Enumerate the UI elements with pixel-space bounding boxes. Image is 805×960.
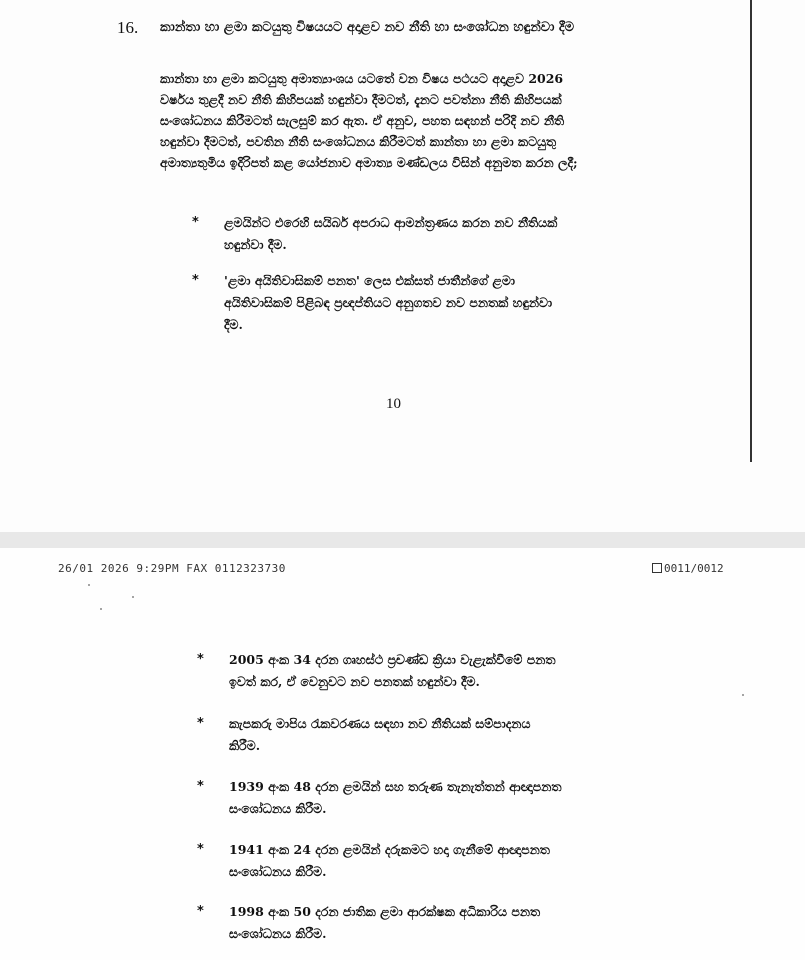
scan-speck bbox=[742, 694, 744, 696]
bullet-line: 2005 අංක 34 දරන ගෘහස්ථ ප්‍රචණ්ඩ ක්‍රියා වැළැක්වීමේ පනත bbox=[229, 652, 556, 667]
bullet-line: කිරීම. bbox=[229, 738, 261, 753]
scan-speck bbox=[88, 584, 90, 586]
bullet-line: අයිතිවාසිකම් පිළිබඳ ප්‍රඥප්තියට අනුගතව නව පනතක් හඳුන්වා bbox=[224, 295, 553, 310]
bullet-line: 1998 අංක 50 දරන ජාතික ළමා ආරක්ෂක අධිකාරිය පනත bbox=[229, 904, 541, 919]
bullet-line: 'ළමා අයිතිවාසිකම් පනත' ලෙස එක්සත් ජාතීන්ගේ ළමා bbox=[224, 273, 515, 288]
scan-speck bbox=[132, 596, 134, 598]
bullet-line: සංශෝධනය කිරීම. bbox=[229, 926, 327, 941]
bullet-star: * bbox=[197, 652, 204, 667]
paragraph-line: අමාත්‍යතුමිය ඉදිරිපත් කළ යෝජනාව අමාත්‍ය මණ්ඩලය විසින් අනුමත කරන ලදී; bbox=[160, 155, 578, 170]
bullet-line: සංශෝධනය කිරීම. bbox=[229, 864, 327, 879]
bullet-line: දීම. bbox=[224, 317, 243, 332]
bullet-line: කැපකරු මාපිය රැකවරණය සඳහා නව නීතියක් සම්පාදනය bbox=[229, 716, 531, 731]
section-number: 16. bbox=[117, 18, 139, 37]
bullet-star: * bbox=[192, 215, 199, 230]
fax-header-right bbox=[652, 562, 724, 575]
paragraph-line: වර්ෂය තුළදී නව නීති කිහිපයක් හඳුන්වා දීමටත්, දැනට පවත්නා නීති කිහිපයක් bbox=[160, 92, 562, 107]
bullet-line: 1939 අංක 48 දරන ළමයින් සහ තරුණ තැනැත්තන් ආඥාපනත bbox=[229, 779, 562, 794]
scan-speck bbox=[100, 608, 102, 610]
margin-line bbox=[750, 0, 752, 462]
bullet-line: හඳුන්වා දීම. bbox=[224, 237, 287, 252]
fax-header-left: 26/01 2026 9:29PM FAX 0112323730 bbox=[58, 562, 286, 575]
fax-page-count: 0011/0012 bbox=[664, 562, 724, 575]
document-page-bottom bbox=[0, 548, 805, 960]
section-title: කාන්තා හා ළමා කටයුතු විෂයයට අදාළව නව නීති හා සංශෝධන හඳුන්වා දීම bbox=[160, 20, 575, 35]
fax-box-icon bbox=[652, 563, 662, 573]
bullet-star: * bbox=[197, 842, 204, 857]
bullet-line: ළමයින්ට එරෙහි සයිබර් අපරාධ ආමන්ත්‍රණය කරන නව නීතියක් bbox=[224, 215, 558, 230]
page-number: 10 bbox=[386, 396, 401, 412]
bullet-star: * bbox=[192, 273, 199, 288]
bullet-line: 1941 අංක 24 දරන ළමයින් දරුකමට හදා ගැනීමේ ආඥාපනත bbox=[229, 842, 550, 857]
bullet-star: * bbox=[197, 904, 204, 919]
bullet-line: සංශෝධනය කිරීම. bbox=[229, 801, 327, 816]
bullet-line: ඉවත් කර, ඒ වෙනුවට නව පනතක් හඳුන්වා දීම. bbox=[229, 674, 480, 689]
paragraph-line: සංශෝධනය කිරීමටත් සැලසුම් කර ඇත. ඒ අනුව, පහත සඳහන් පරිදි නව නීති bbox=[160, 113, 565, 128]
paragraph-line: හඳුන්වා දීමටත්, පවතින නීති සංශෝධනය කිරීමටත් කාන්තා හා ළමා කටයුතු bbox=[160, 134, 557, 149]
intro-paragraph bbox=[160, 68, 690, 173]
bullet-star: * bbox=[197, 779, 204, 794]
paragraph-line: කාන්තා හා ළමා කටයුතු අමාත්‍යාංශය යටතේ වන විෂය පථයට අදාළව 2026 bbox=[160, 71, 564, 86]
bullet-star: * bbox=[197, 716, 204, 731]
